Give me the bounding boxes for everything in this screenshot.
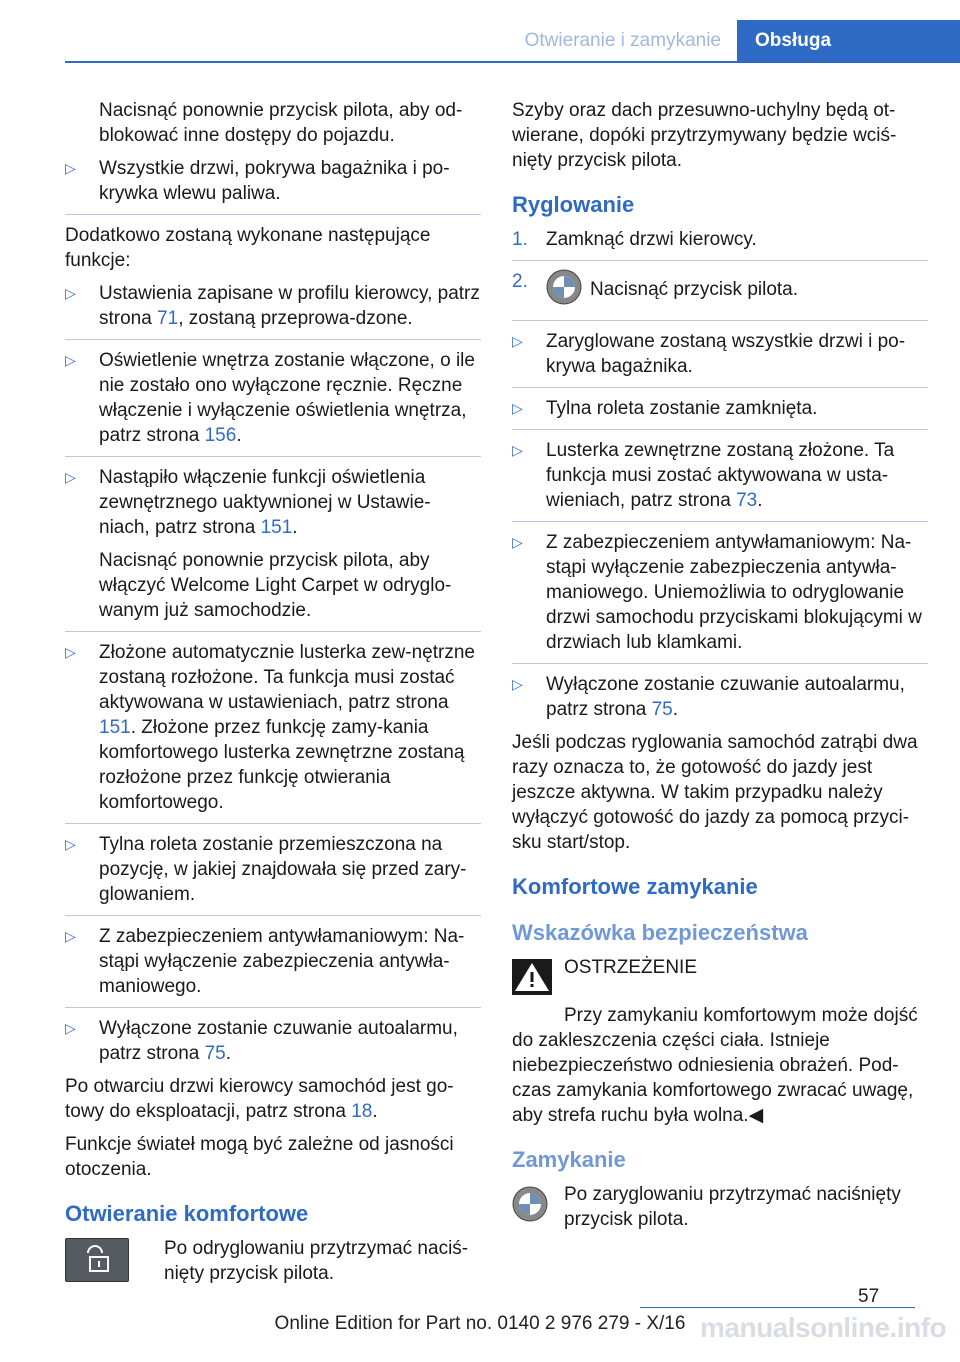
list-item: ▷ Lusterka zewnętrzne zostaną złożone. Ta funkcja musi zostać aktywowana w usta-wieniach, patrz strona 73. [512,440,895,511]
watermark: manualsonline.info [700,1312,947,1343]
divider [65,214,481,215]
page-link[interactable]: 75 [651,699,673,720]
heading-locking: Ryglowanie [512,192,635,217]
page-link[interactable]: 151 [99,717,131,738]
divider [512,260,928,261]
paragraph: Jeśli podczas ryglowania samochód zatrąbi dwa razy oznacza to, że gotowość do jazdy jest jeszcze aktywna. W takim przypadku należy wyłączyć gotowość do jazdy za pomocą przyci-sku start/stop. [512,732,918,853]
triangle-right-icon: ▷ [65,469,76,485]
header-divider [65,61,960,63]
triangle-right-icon: ▷ [65,285,76,301]
divider [512,320,928,321]
right-column [512,98,928,1232]
warning-block [512,955,928,1001]
left-column [65,98,481,1296]
list-item: ▷ Zaryglowane zostaną wszystkie drzwi i po-krywa bagażnika. [512,331,906,377]
triangle-right-icon: ▷ [512,400,523,416]
numbered-item: 2. Nacisnąć przycisk pilota. [512,269,928,312]
bmw-logo-icon [546,269,582,312]
page-link[interactable]: 75 [204,1043,226,1064]
triangle-right-icon: ▷ [65,836,76,852]
triangle-right-icon: ▷ [512,676,523,692]
list-item: ▷ Ustawienia zapisane w profilu kierowcy, patrz strona 71, zostaną przeprowa-dzone. [65,283,480,329]
divider [65,456,481,457]
triangle-right-icon: ▷ [65,1020,76,1036]
paragraph: Funkcje świateł mogą być zależne od jasności otoczenia. [65,1134,454,1180]
numbered-item: 1. Zamknąć drzwi kierowcy. [512,229,757,250]
list-item: ▷ Z zabezpieczeniem antywłamaniowym: Na-stąpi wyłączenie zabezpieczenia antywła-maniowego. Uniemożliwia to odryglowanie drzwi samochodu przyciskami blokującymi w drzwiach lub klamkami. [512,532,922,653]
list-item: ▷ Wyłączone zostanie czuwanie autoalarmu, patrz strona 75. [512,674,905,720]
triangle-right-icon: ▷ [512,442,523,458]
divider [65,823,481,824]
triangle-right-icon: ▷ [512,534,523,550]
heading-comfort-opening: Otwieranie komfortowe [65,1201,309,1226]
divider [512,663,928,664]
bmw-logo-icon [512,1186,548,1229]
divider [512,429,928,430]
divider [65,1007,481,1008]
triangle-right-icon: ▷ [65,352,76,368]
triangle-right-icon: ▷ [65,160,76,176]
divider [65,631,481,632]
divider [512,521,928,522]
list-item: ▷ Wyłączone zostanie czuwanie autoalarmu, patrz strona 75. [65,1018,458,1064]
triangle-right-icon: ▷ [512,333,523,349]
list-item: ▷ Z zabezpieczeniem antywłamaniowym: Na-stąpi wyłączenie zabezpieczenia antywła-maniowego. [65,926,465,997]
list-item: ▷ Złożone automatycznie lusterka zew-nętrzne zostaną rozłożone. Ta funkcja musi zostać aktywowana w ustawieniach, patrz strona 151. Złożone przez funkcję zamy-kania komfortowego lusterka zewnętrzne zostaną rozłożone przez funkcję otwierania komfortowego. [65,642,475,813]
close-text: Po zaryglowaniu przytrzymać naciśnięty przycisk pilota. [564,1184,901,1230]
triangle-right-icon: ▷ [65,644,76,660]
comfort-open-block: Po odryglowaniu przytrzymać naciś-nięty przycisk pilota. [65,1236,481,1288]
page-link[interactable]: 73 [736,490,758,511]
page-link[interactable]: 71 [157,308,179,329]
list-item: ▷ Wszystkie drzwi, pokrywa bagażnika i po-krywka wlewu paliwa. [65,158,450,204]
triangle-right-icon: ▷ [65,928,76,944]
comfort-access-icon [65,1238,129,1282]
footer-edition: Online Edition for Part no. 0140 2 976 279 - X/16 [274,1313,686,1334]
paragraph: Po otwarciu drzwi kierowcy samochód jest go-towy do eksploatacji, patrz strona 18. [65,1076,454,1122]
divider [512,387,928,388]
paragraph: Dodatkowo zostaną wykonane następujące funkcje: [65,225,431,271]
list-item: ▷ Tylna roleta zostanie zamknięta. [512,398,818,419]
warning-triangle-icon [512,959,552,1002]
list-item: ▷ Nastąpiło włączenie funkcji oświetlenia zewnętrznego uaktywnionej w Ustawie-niach, patrz strona 151. [65,467,431,538]
page-link[interactable]: 156 [204,425,237,446]
close-block [512,1182,928,1232]
heading-comfort-closing: Komfortowe zamykanie [512,874,758,899]
warning-title: OSTRZEŻENIE [564,957,698,978]
list-item: ▷ Oświetlenie wnętrza zostanie włączone, o ile nie zostało ono wyłączone ręcznie. Ręczne włączenie i wyłączenie oświetlenia wnętrza, patrz strona 156. [65,350,475,446]
list-item: ▷ Tylna roleta zostanie przemieszczona na pozycję, w jakiej znajdowała się przed zary-glowaniem. [65,834,467,905]
page-number: 57 [858,1286,880,1307]
paragraph: Nacisnąć ponownie przycisk pilota, aby włączyć Welcome Light Carpet w odryglo-wanym już samochodzie. [99,550,452,621]
heading-safety-note: Wskazówka bezpieczeństwa [512,920,808,945]
header-chapter-tab: Obsługa [737,20,960,62]
divider [65,339,481,340]
header-section-title: Otwieranie i zamykanie [524,30,721,51]
heading-closing: Zamykanie [512,1147,626,1172]
paragraph: Nacisnąć ponownie przycisk pilota, aby od-blokować inne dostępy do pojazdu. [99,100,463,146]
paragraph: Szyby oraz dach przesuwno-uchylny będą ot-wierane, dopóki przytrzymywany będzie wciś-nięty przycisk pilota. [512,100,897,171]
page-link[interactable]: 151 [260,517,293,538]
warning-text: Przy zamykaniu komfortowym może dojść do zakleszczenia części ciała. Istnieje niebezpieczeństwo odniesienia obrażeń. Pod-czas zamykania komfortowego zwracać uwagę, aby strefa ruchu była wolna.◀ [512,1005,918,1126]
page-link[interactable]: 18 [351,1101,373,1122]
divider [65,915,481,916]
